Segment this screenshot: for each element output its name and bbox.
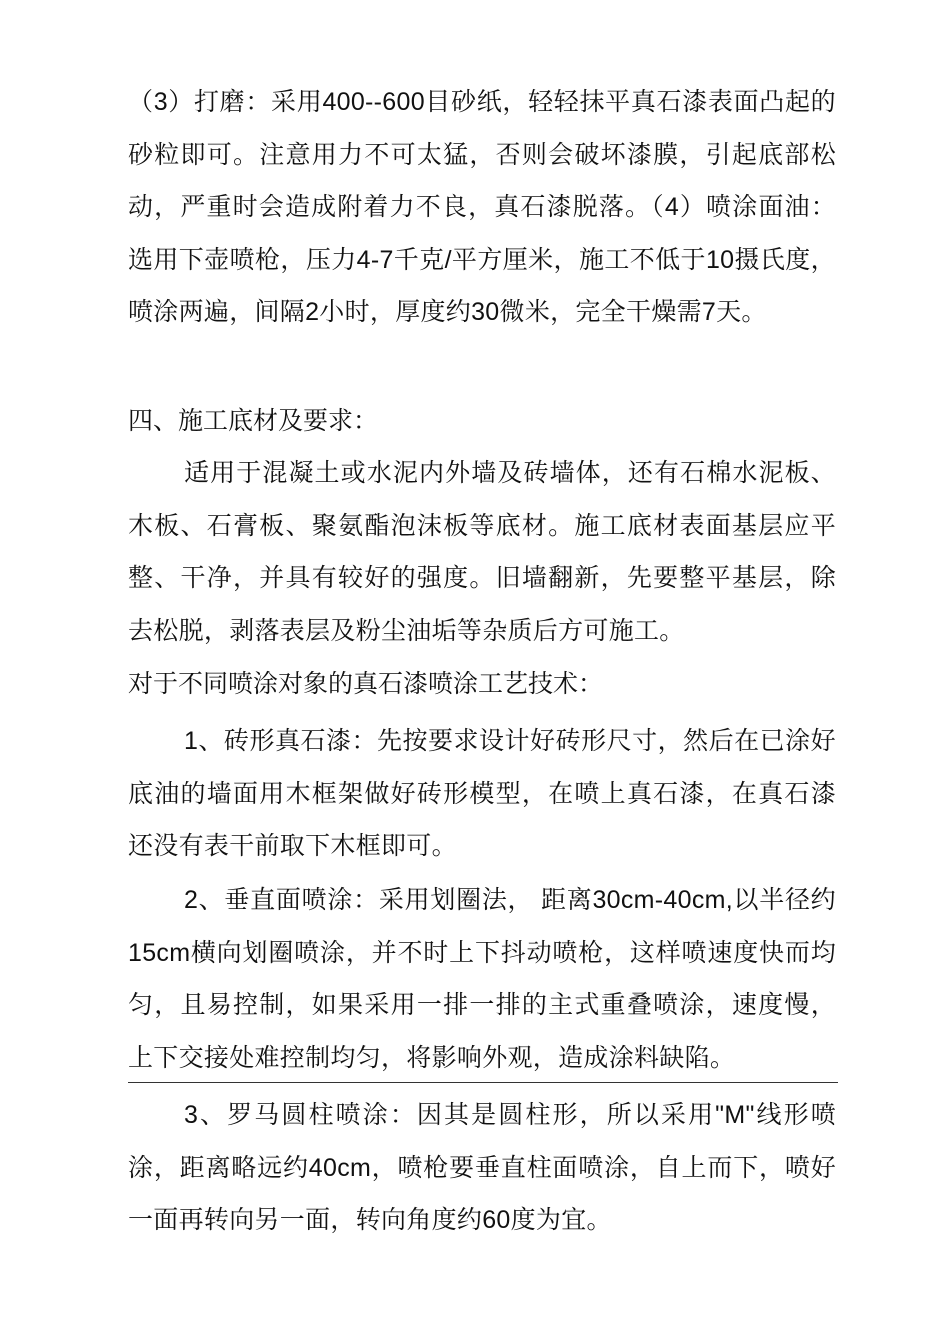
paragraph-steps-3-4: （3）打磨：采用400--600目砂纸，轻轻抹平真石漆表面凸起的砂粒即可。注意用力不可太猛，否则会破坏漆膜，引起底部松动，严重时会造成附着力不良，真石漆脱落。（4）喷涂面油：选用下壶喷枪，压力4-7千克/平方厘米，施工不低于10摄氏度，喷涂两遍，间隔2小时，厚度约30微米，完全干燥需7天。 (128, 88, 836, 326)
paragraph-substrate-requirements: 适用于混凝土或水泥内外墙及砖墙体，还有石棉水泥板、木板、石膏板、聚氨酯泡沫板等底材。施工底材表面基层应平整、干净，并具有较好的强度。旧墙翻新，先要整平基层，除去松脱，剥落表层及粉尘油垢等杂质后方可施工。 (128, 459, 836, 645)
techniques-heading: 对于不同喷涂对象的真石漆喷涂工艺技术： (128, 670, 604, 698)
horizontal-divider (128, 1082, 838, 1083)
section-4-heading: 四、施工底材及要求： (128, 407, 379, 435)
paragraph-technique-3: 3、罗马圆柱喷涂：因其是圆柱形，所以采用"M"线形喷涂，距离略远约40cm，喷枪要垂直柱面喷涂，自上而下，喷好一面再转向另一面，转向角度约60度为宜。 (128, 1101, 836, 1234)
paragraph-technique-2: 2、垂直面喷涂：采用划圈法， 距离30cm-40cm,以半径约15cm横向划圈喷涂，并不时上下抖动喷枪，这样喷速度快而均匀，且易控制，如果采用一排一排的主式重叠喷涂，速度慢，上下交接处难控制均匀，将影响外观，造成涂料缺陷。 (128, 886, 836, 1072)
paragraph-technique-1: 1、砖形真石漆：先按要求设计好砖形尺寸，然后在已涂好底油的墙面用木框架做好砖形模型，在喷上真石漆，在真石漆还没有表干前取下木框即可。 (128, 727, 836, 860)
